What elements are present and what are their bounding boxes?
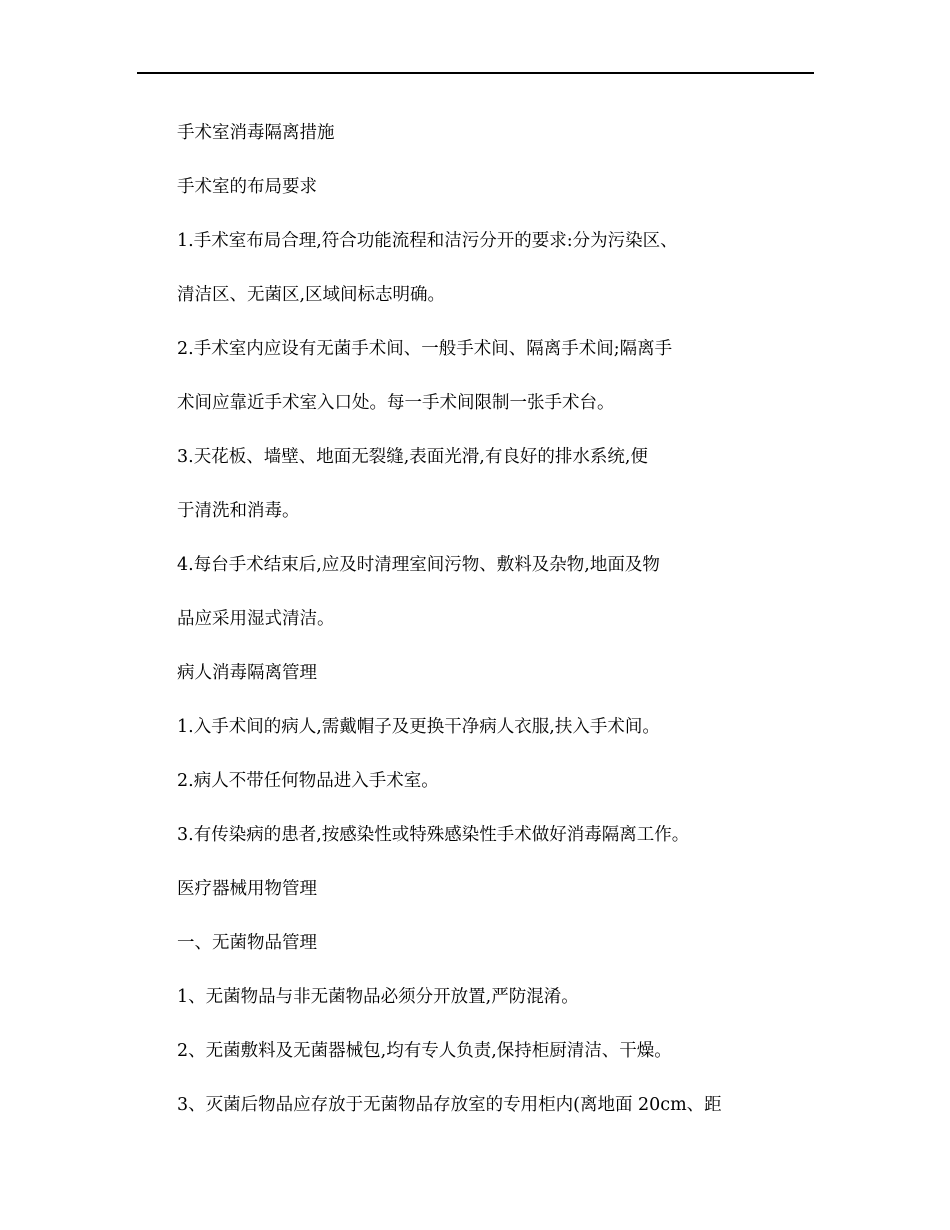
- text-line: 清洁区、无菌区,区域间标志明确。: [177, 285, 446, 305]
- text-line: 1、无菌物品与非无菌物品必须分开放置,严防混淆。: [177, 987, 579, 1007]
- text-line: 3.天花板、墙壁、地面无裂缝,表面光滑,有良好的排水系统,便: [177, 447, 648, 467]
- text-line: 术间应靠近手术室入口处。每一手术间限制一张手术台。: [177, 393, 615, 413]
- document-title: 手术室消毒隔离措施: [177, 123, 335, 143]
- section-heading-layout: 手术室的布局要求: [177, 177, 317, 197]
- text-line: 3.有传染病的患者,按感染性或特殊感染性手术做好消毒隔离工作。: [177, 825, 690, 845]
- section-heading-patient: 病人消毒隔离管理: [177, 663, 317, 683]
- subsection-heading-sterile: 一、无菌物品管理: [177, 933, 317, 953]
- text-line: 于清洗和消毒。: [177, 501, 300, 521]
- text-line: 品应采用湿式清洁。: [177, 609, 335, 629]
- text-line: 2.病人不带任何物品进入手术室。: [177, 771, 439, 791]
- document-body: [177, 115, 797, 1141]
- text-line: 4.每台手术结束后,应及时清理室间污物、敷料及杂物,地面及物: [177, 555, 660, 575]
- text-line: 2.手术室内应设有无菌手术间、一般手术间、隔离手术间;隔离手: [177, 339, 673, 359]
- text-line: 1.手术室布局合理,符合功能流程和洁污分开的要求:分为污染区、: [177, 231, 678, 251]
- text-line: 1.入手术间的病人,需戴帽子及更换干净病人衣服,扶入手术间。: [177, 717, 660, 737]
- header-rule: [137, 72, 814, 74]
- text-line: 2、无菌敷料及无菌器械包,均有专人负责,保持柜厨清洁、干燥。: [177, 1041, 672, 1061]
- section-heading-instruments: 医疗器械用物管理: [177, 879, 317, 899]
- text-line: 3、灭菌后物品应存放于无菌物品存放室的专用柜内(离地面 20cm、距: [177, 1095, 722, 1115]
